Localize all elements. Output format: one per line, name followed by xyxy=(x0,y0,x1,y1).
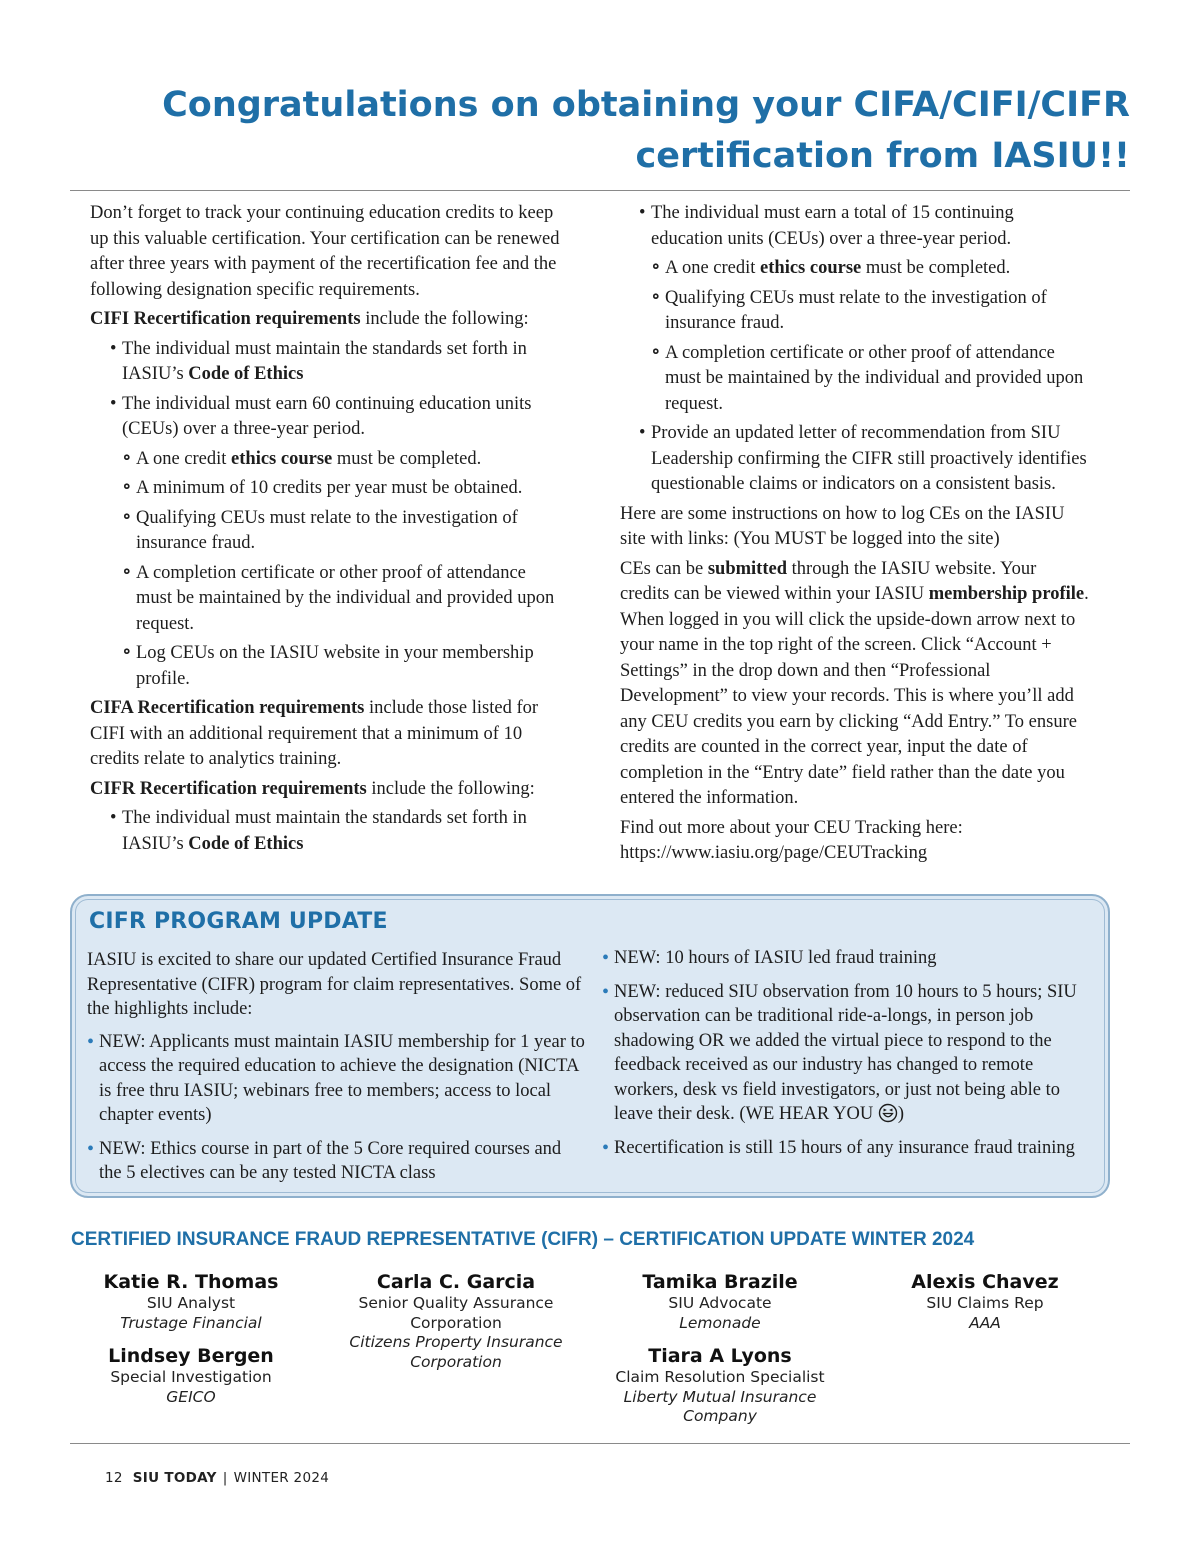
program-bullet-membership: • NEW: Applicants must maintain IASIU membership for 1 year to access the required education to achieve the designation (NICTA is free thru IASIU; webinars free to members; access to local chapter events) xyxy=(87,1030,587,1128)
find-more-paragraph: Find out more about your CEU Tracking here: https://www.iasiu.org/page/CEUTracking xyxy=(620,817,963,863)
program-bullet-ethics: • NEW: Ethics course in part of the 5 Core required courses and the 5 electives can be any tested NICTA class xyxy=(87,1137,587,1186)
person-card xyxy=(71,1270,311,1333)
cifa-heading: CIFA Recertification requirements xyxy=(90,698,365,718)
code-of-ethics: Code of Ethics xyxy=(188,833,304,854)
people-column xyxy=(865,1270,1105,1344)
cifi-sub-certificate: ∘ A completion certificate or other proof of attendance must be maintained by the individual and provided upon request. xyxy=(122,561,560,638)
person-org: Trustage Financial xyxy=(120,1313,262,1332)
cifa-paragraph: CIFA Recertification requirements include those listed for CIFI with an additional requirement that a minimum of 10 credits relate to analytics training. xyxy=(90,698,539,769)
program-bullet-training: • NEW: 10 hours of IASIU led fraud training xyxy=(602,946,1092,971)
person-card xyxy=(865,1270,1105,1333)
cifr-heading: CIFR Recertification requirements xyxy=(90,778,367,799)
program-bullet-observation: • NEW: reduced SIU observation from 10 hours to 5 hours; SIU observation can be traditional ride-a-longs, in person job shadowing OR we added the virtual piece to respond to the feedback received as our industry has changed to remote workers, desk vs field investigators, or just not being able to leave their desk. (WE HEAR YOU ) xyxy=(602,980,1092,1127)
person-role: SIU Claims Rep xyxy=(926,1294,1044,1312)
page-footer xyxy=(105,1470,329,1486)
issue-label: WINTER 2024 xyxy=(233,1470,330,1486)
program-update-right xyxy=(602,946,1092,1169)
person-role: Claim Resolution Specialist xyxy=(615,1368,825,1386)
people-column xyxy=(71,1270,311,1418)
page-number: 12 xyxy=(105,1470,123,1486)
page-title xyxy=(130,80,1130,182)
left-column xyxy=(90,201,560,861)
right-column xyxy=(620,201,1090,871)
people-column xyxy=(600,1270,840,1438)
laughing-emoji-icon xyxy=(878,1103,898,1123)
person-card xyxy=(600,1344,840,1427)
person-role: Special Investigation xyxy=(110,1368,272,1386)
cifr-sub-ethics-course: ∘ A one credit ethics course must be completed. xyxy=(651,256,1090,282)
person-role: SIU Advocate xyxy=(668,1294,772,1312)
cifi-heading: CIFI Recertification requirements xyxy=(90,309,361,329)
cifr-bullet-ceus: • The individual must earn a total of 15 continuing education units (CEUs) over a three-year period. xyxy=(639,201,1090,252)
bottom-divider xyxy=(70,1443,1130,1444)
footer-separator: | xyxy=(222,1470,228,1486)
cifi-bullet-ceus: • The individual must earn 60 continuing education units (CEUs) over a three-year period. xyxy=(110,392,560,443)
cifr-bullet-letter: • Provide an updated letter of recommendation from SIU Leadership confirming the CIFR still proactively identifies questionable claims or indicators on a consistent basis. xyxy=(639,421,1090,498)
top-divider xyxy=(70,190,1130,191)
cifr-sub-certificate: ∘ A completion certificate or other proof of attendance must be maintained by the individual and provided upon request. xyxy=(651,341,1090,418)
person-org: Citizens Property Insurance Corporation xyxy=(349,1333,563,1371)
cifr-bullet-ethics: • The individual must maintain the standards set forth in IASIU’s Code of Ethics xyxy=(110,806,560,857)
person-org: Liberty Mutual Insurance Company xyxy=(623,1387,817,1425)
person-name: Tiara A Lyons xyxy=(648,1345,792,1367)
magazine-name: SIU TODAY xyxy=(132,1470,217,1486)
program-update-title: CIFR PROGRAM UPDATE xyxy=(89,909,388,934)
code-of-ethics: Code of Ethics xyxy=(188,364,304,384)
person-card xyxy=(71,1344,311,1407)
title-line-1: Congratulations on obtaining your CIFA/CIFI/CIFR xyxy=(162,85,1130,125)
program-update-left xyxy=(87,948,587,1195)
cifr-program-update-box xyxy=(70,894,1110,1198)
cifr-sub-qualifying: ∘ Qualifying CEUs must relate to the investigation of insurance fraud. xyxy=(651,286,1090,337)
cifi-sub-qualifying: ∘ Qualifying CEUs must relate to the investigation of insurance fraud. xyxy=(122,506,560,557)
intro-paragraph: Don’t forget to track your continuing education credits to keep up this valuable certification. Your certification can be renewed after three years with payment of the recertification fee and the following designation specific requirements. xyxy=(90,203,560,300)
title-line-2: certification from IASIU!! xyxy=(635,136,1130,176)
cifi-sub-ethics-course: ∘ A one credit ethics course must be completed. xyxy=(122,447,560,473)
program-bullet-recert: • Recertification is still 15 hours of any insurance fraud training xyxy=(602,1136,1092,1161)
cifr-heading-paragraph: CIFR Recertification requirements include the following: xyxy=(90,778,535,799)
person-role: SIU Analyst xyxy=(146,1294,236,1312)
cifi-sub-minimum: ∘ A minimum of 10 credits per year must be obtained. xyxy=(122,476,560,502)
submit-paragraph: CEs can be submitted through the IASIU website. Your credits can be viewed within your IASIU membership profile. When logged in you will click the upside-down arrow next to your name in the top right of the screen. Click “Account + Settings” in the drop down and then “Professional Development” to view your records. This is where you’ll add any CEU credits you earn by clicking “Add Entry.” To ensure credits are counted in the correct year, input the date of completion in the “Entry date” field rather than the date you entered the information. xyxy=(620,558,1089,808)
ceu-tracking-link[interactable]: https://www.iasiu.org/page/CEUTracking xyxy=(620,843,928,863)
people-column xyxy=(336,1270,576,1383)
cifi-sub-log: ∘ Log CEUs on the IASIU website in your membership profile. xyxy=(122,641,560,692)
person-name: Alexis Chavez xyxy=(911,1271,1059,1293)
person-name: Tamika Brazile xyxy=(642,1271,798,1293)
certification-update-heading: CERTIFIED INSURANCE FRAUD REPRESENTATIVE (CIFR) – CERTIFICATION UPDATE WINTER 2024 xyxy=(71,1229,975,1250)
cifi-heading-paragraph: CIFI Recertification requirements include the following: xyxy=(90,309,529,329)
person-name: Carla C. Garcia xyxy=(376,1271,536,1293)
person-org: AAA xyxy=(969,1313,1001,1332)
cifi-bullet-ethics: • The individual must maintain the standards set forth in IASIU’s Code of Ethics xyxy=(110,337,560,388)
instructions-paragraph: Here are some instructions on how to log CEs on the IASIU site with links: (You MUST be logged into the site) xyxy=(620,503,1065,549)
person-role: Senior Quality Assurance Corporation xyxy=(358,1294,554,1332)
person-card xyxy=(600,1270,840,1333)
person-org: GEICO xyxy=(166,1387,216,1406)
person-name: Katie R. Thomas xyxy=(103,1271,279,1293)
person-org: Lemonade xyxy=(679,1313,761,1332)
program-update-intro: IASIU is excited to share our updated Certified Insurance Fraud Representative (CIFR) program for claim representatives. Some of the highlights include: xyxy=(87,950,582,1019)
certified-people-grid xyxy=(70,1270,1130,1440)
person-card xyxy=(336,1270,576,1372)
person-name: Lindsey Bergen xyxy=(108,1345,274,1367)
